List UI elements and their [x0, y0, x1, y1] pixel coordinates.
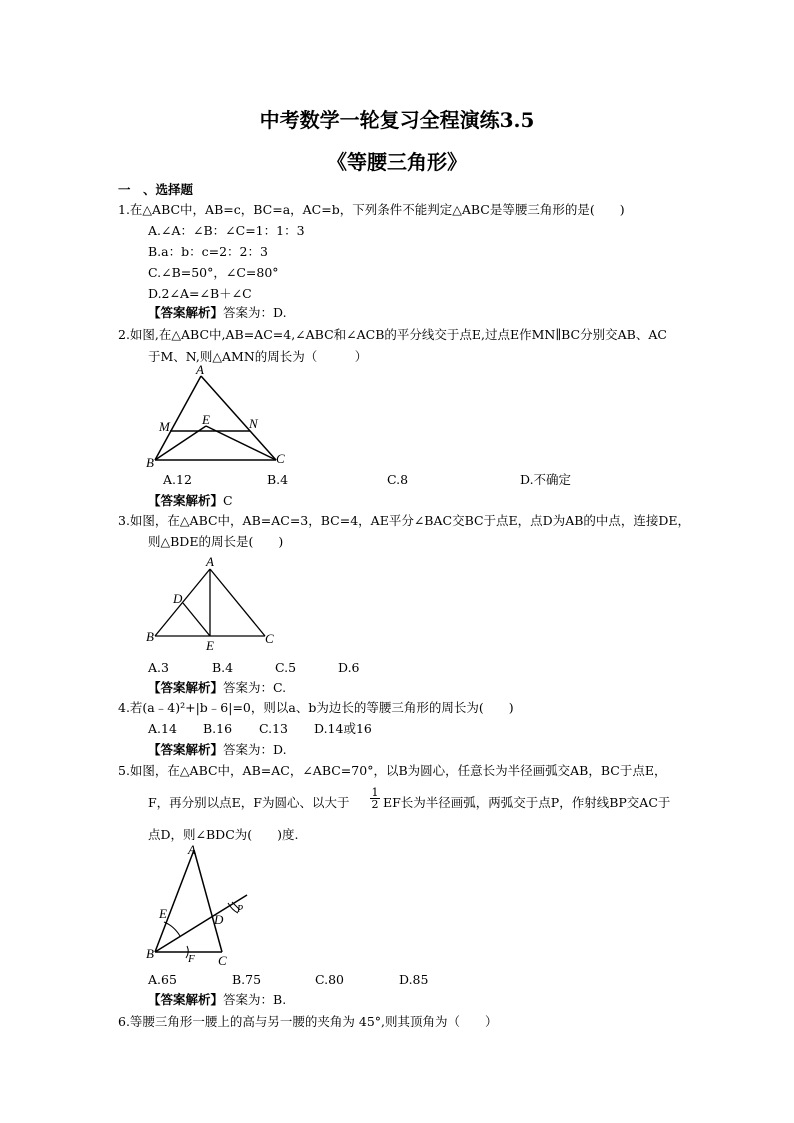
q2-option-a: A.12 — [163, 472, 192, 487]
answer-label: 【答案解析】 — [148, 680, 224, 695]
q3-option-a: A.3 — [148, 660, 169, 675]
q3-option-b: B.4 — [212, 660, 234, 675]
q1-stem: 1.在△ABC中，AB=c，BC=a，AC=b，下列条件不能判定△ABC是等腰三角形的是( ) — [118, 202, 625, 217]
answer-label: 【答案解析】 — [148, 742, 224, 757]
q3-stem-line1: 3.如图，在△ABC中，AB=AC=3，BC=4，AE平分∠BAC交BC于点E，点D为AB的中点，连接DE， — [118, 513, 691, 528]
q3-label-e: E — [206, 638, 214, 653]
q2-option-c: C.8 — [387, 472, 409, 487]
q5-stem-line2a: F，再分别以点E，F为圆心、以大于 — [148, 795, 350, 810]
answer-text: 答案为：D. — [223, 305, 287, 320]
q5-answer — [148, 992, 286, 1008]
q2-label-m: M — [159, 419, 170, 434]
fraction-denominator: 2 — [371, 798, 379, 811]
q1-option-c: C.∠B=50°，∠C=80° — [148, 265, 279, 280]
q2-label-b: B — [146, 455, 154, 470]
q3-label-d: D — [173, 591, 183, 606]
answer-label: 【答案解析】 — [148, 493, 224, 508]
q2-stem-line2: 于M、N,则△AMN的周长为（ ） — [148, 349, 368, 364]
q2-label-c: C — [276, 451, 285, 466]
q2-figure — [140, 362, 300, 472]
q5-figure — [140, 840, 260, 970]
q2-label-a: A — [196, 362, 204, 377]
q2-answer — [148, 493, 233, 509]
q5-option-c: C.80 — [315, 972, 344, 987]
q5-label-d: D — [214, 912, 224, 927]
q5-label-e: E — [159, 906, 167, 921]
section-heading: 一 、选择题 — [118, 182, 194, 197]
q3-label-c: C — [265, 631, 274, 646]
q5-label-p: P — [237, 904, 244, 915]
doc-subtitle: 《等腰三角形》 — [327, 150, 467, 174]
q4-option-d: D.14或16 — [314, 721, 372, 736]
q5-label-b: B — [146, 946, 154, 961]
q1-option-d: D.2∠A=∠B＋∠C — [148, 286, 252, 301]
answer-text: 答案为：D. — [223, 742, 287, 757]
fraction-numerator: 1 — [371, 786, 379, 799]
answer-label: 【答案解析】 — [148, 305, 224, 320]
q6-stem: 6.等腰三角形一腰上的高与另一腰的夹角为 45°,则其顶角为（ ） — [118, 1014, 498, 1029]
q5-option-a: A.65 — [148, 972, 177, 987]
q2-label-e: E — [202, 412, 210, 427]
q5-label-f: F — [188, 953, 195, 965]
q3-label-b: B — [146, 629, 154, 644]
doc-title: 中考数学一轮复习全程演练3.5 — [259, 108, 535, 132]
q2-label-n: N — [249, 416, 258, 431]
q1-option-b: B.a：b：c=2：2：3 — [148, 244, 268, 259]
q5-stem-line2b: EF长为半径画弧，两弧交于点P，作射线BP交AC于 — [383, 795, 671, 810]
q3-label-a: A — [206, 554, 214, 569]
answer-text: C — [223, 493, 233, 508]
q5-stem-line1: 5.如图，在△ABC中，AB=AC，∠ABC=70°，以B为圆心，任意长为半径画弧交AB，BC于点E， — [118, 763, 667, 778]
q3-option-c: C.5 — [275, 660, 297, 675]
q4-option-c: C.13 — [259, 721, 288, 736]
q3-stem-line2: 则△BDE的周长是( ) — [148, 534, 284, 549]
q5-option-b: B.75 — [232, 972, 262, 987]
answer-text: 答案为：B. — [223, 992, 287, 1007]
answer-text: 答案为：C. — [223, 680, 287, 695]
q4-stem: 4.若(a﹣4)²+|b﹣6|=0，则以a、b为边长的等腰三角形的周长为( ) — [118, 700, 514, 715]
answer-label: 【答案解析】 — [148, 992, 224, 1007]
q1-answer — [148, 305, 287, 321]
q5-fraction — [370, 787, 380, 810]
q3-option-d: D.6 — [338, 660, 360, 675]
q2-stem-line1: 2.如图,在△ABC中,AB=AC=4,∠ABC和∠ACB的平分线交于点E,过点E作MN∥BC分别交AB、AC — [118, 327, 667, 342]
q2-option-b: B.4 — [267, 472, 289, 487]
q1-option-a: A.∠A：∠B：∠C=1：1：3 — [148, 223, 305, 238]
q5-stem-line3: 点D，则∠BDC为( )度. — [148, 827, 299, 842]
q3-answer — [148, 680, 286, 696]
q4-option-a: A.14 — [148, 721, 177, 736]
q3-figure — [140, 553, 290, 653]
q5-option-d: D.85 — [399, 972, 429, 987]
q5-label-a: A — [188, 842, 196, 857]
q4-option-b: B.16 — [203, 721, 233, 736]
q4-answer — [148, 742, 287, 758]
q5-label-c: C — [218, 953, 227, 968]
q2-option-d: D.不确定 — [520, 472, 572, 487]
